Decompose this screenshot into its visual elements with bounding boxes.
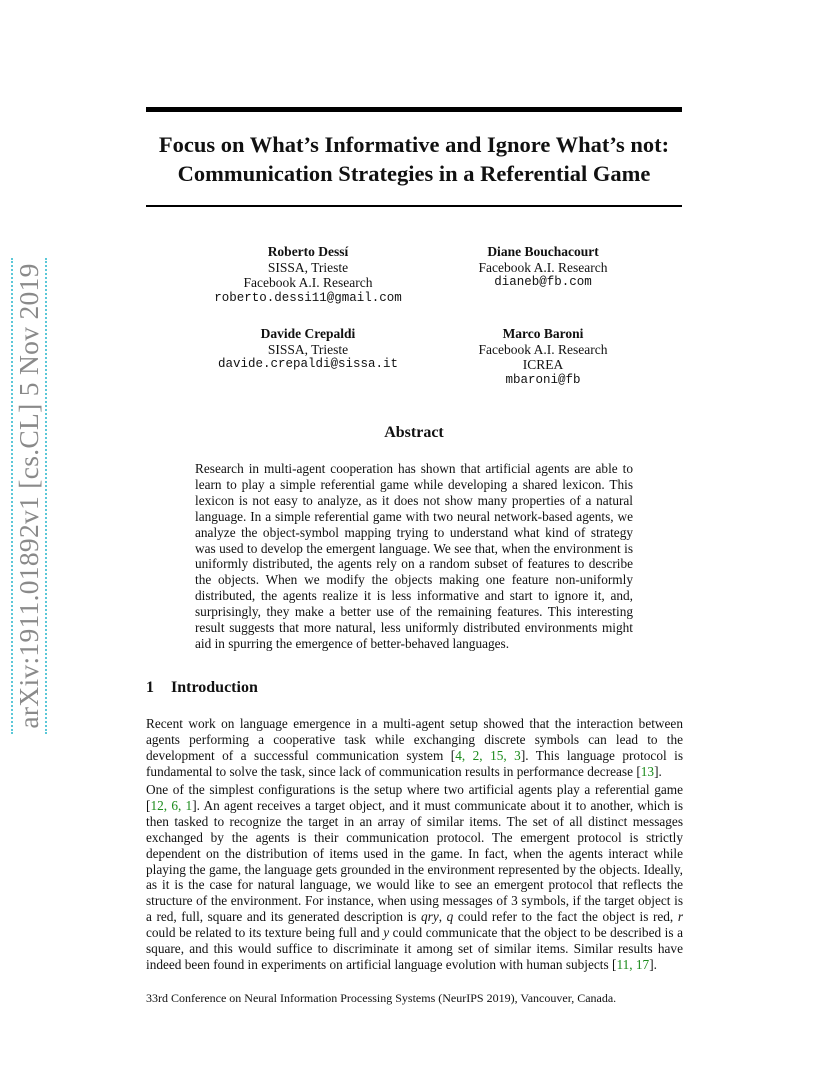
paper-title: Focus on What’s Informative and Ignore What’s not: Communication Strategies in a Referential Game — [158, 132, 670, 186]
citation-link[interactable]: 13 — [640, 763, 655, 779]
conference-footer: 33rd Conference on Neural Information Processing Systems (NeurIPS 2019), Vancouver, Canada. — [146, 991, 617, 1005]
math-symbol: qry — [421, 909, 439, 925]
intro-paragraph-2: One of the simplest configurations is the setup where two artificial agents play a referential game [12, 6, 1]. An agent receives a target object, and it must communicate about it to another, which is then tasked to recognize the target in an array of similar items. The set of all distinct messages exchanged by the agents is their communication protocol. The emergent protocol is strictly dependent on the distribution of items used in the game. In fact, when the agents interact while playing the game, the language gets grounded in the environment represented by the objects. Ideally, as it is the case for natural language, we would like to see an emergent protocol that reflects the structure of the environment. For instance, when using messages of 3 symbols, if the target object is a red, full, square and its generated description is qry, q could refer to the fact the object is red, r could be related to its texture being full and y could communicate that the object to be described is a square, and this would suffice to discriminate it among set of similar items. Similar results have indeed been found in experiments on artificial language evolution with human subjects [11, 17]. — [146, 782, 684, 972]
citation-link[interactable]: 12, 6, 1 — [150, 797, 193, 813]
author-affiliation: SISSA, Trieste — [267, 341, 349, 357]
author-email[interactable]: dianeb@fb.com — [494, 275, 592, 289]
author-affiliation: ICREA — [522, 357, 564, 372]
title-rule-bottom — [146, 205, 682, 207]
author-email[interactable]: davide.crepaldi@sissa.it — [217, 357, 399, 371]
section-heading — [146, 679, 258, 697]
author-name: Roberto Dessí — [267, 244, 349, 259]
section-title: Introduction — [171, 679, 258, 696]
author-affiliation: Facebook A.I. Research — [243, 275, 373, 290]
arxiv-identifier[interactable]: arXiv:1911.01892v1 [cs.CL] 5 Nov 2019 — [13, 263, 44, 729]
author-name: Marco Baroni — [502, 326, 584, 341]
citation-link[interactable]: 11, 17 — [616, 956, 650, 972]
abstract-text: Research in multi-agent cooperation has shown that artificial agents are able to learn to play a simple referential game while developing a shared lexicon. This lexicon is not easy to analyze, as it does not show many properties of a natural language. In a simple referential game with two neural network-based agents, we analyze the object-symbol mapping trying to understand what kind of strategy was used to develop the emergent language. We see that, when the environment is uniformly distributed, the agents rely on a random subset of features to describe the objects. When we modify the objects making one feature non-uniformly distributed, the agents realize it is less informative and start to ignore it, and, surprisingly, they make a better use of the remaining features. This interesting result suggests that more natural, less uniformly distributed environments might aid in spurring the emergence of better-behaved languages. — [195, 461, 633, 651]
math-symbol: q — [446, 909, 454, 925]
abstract-heading: Abstract — [384, 424, 444, 441]
author-block-2 — [443, 244, 643, 291]
title-rule-top — [146, 107, 682, 112]
author-affiliation: Facebook A.I. Research — [478, 341, 608, 357]
author-email[interactable]: roberto.dessi11@gmail.com — [214, 290, 402, 305]
intro-paragraph-1: Recent work on language emergence in a multi-agent setup showed that the interaction between agents performing a cooperative task while exchanging discrete symbols can lead to the development of a successful communication system [4, 2, 15, 3]. This language protocol is fundamental to solve the task, since lack of communication results in performance decrease [13]. — [146, 716, 684, 779]
author-email[interactable]: mbaroni@fb — [505, 372, 581, 387]
author-name: Diane Bouchacourt — [487, 244, 599, 259]
author-name: Davide Crepaldi — [260, 326, 356, 341]
author-block-3 — [208, 326, 408, 373]
citation-link[interactable]: 4, 2, 15, 3 — [455, 747, 521, 763]
author-affiliation: SISSA, Trieste — [267, 259, 349, 275]
math-symbol: y — [383, 925, 390, 941]
author-block-4 — [443, 326, 643, 388]
author-block-1 — [208, 244, 408, 306]
math-symbol: r — [677, 909, 683, 925]
section-number: 1 — [146, 679, 154, 696]
author-affiliation: Facebook A.I. Research — [478, 259, 608, 275]
